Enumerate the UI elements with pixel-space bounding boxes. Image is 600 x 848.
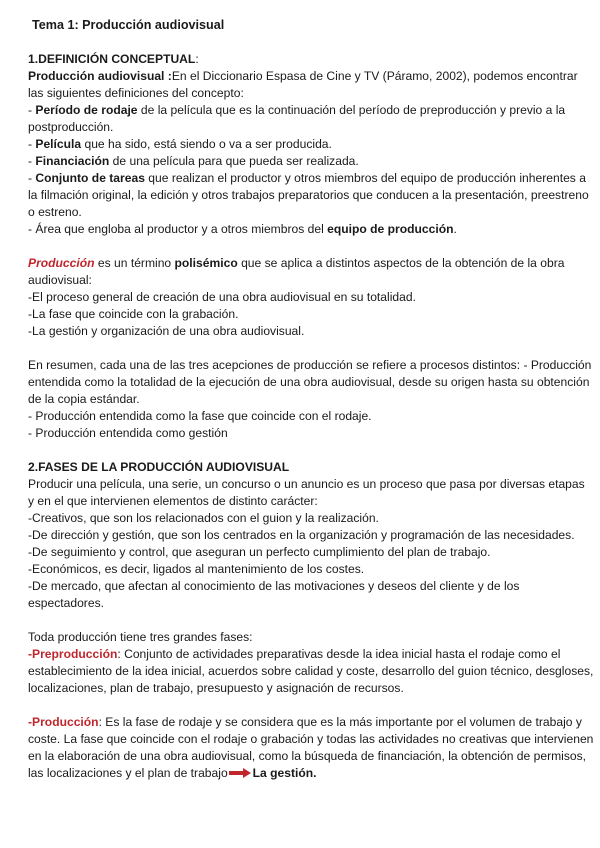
definition-dash: -: [28, 154, 36, 168]
list-item: -Creativos, que son los relacionados con el guion y la realización.: [28, 511, 379, 525]
definition-item-area: [28, 221, 594, 238]
list-item: - Producción entendida como la fase que coincide con el rodaje.: [28, 409, 372, 423]
list-item: -La gestión y organización de una obra audiovisual.: [28, 324, 305, 338]
definition-text: que realizan el productor y otros miembros del equipo de producción inherentes a la filmación original, la edición y otros trabajos preparatorios que conducen a la presentación, preestreno o estreno.: [28, 171, 589, 219]
document-page: [28, 17, 594, 782]
phase-text: : Es la fase de rodaje y se considera que es la más importante por el volumen de trabajo y coste. La fase que coincide con el rodaje o grabación y todas las actividades no creativas que intervienen en la elaboración de una obra audiovisual, como la búsqueda de financiación, la obtención de permisos, las localizaciones y el plan de trabajo: [28, 715, 594, 780]
section-1-heading-colon: :: [195, 52, 199, 66]
phase-produccion: [28, 714, 594, 782]
section-1-heading-text: 1.DEFINICIÓN CONCEPTUAL: [28, 52, 196, 66]
section-2-heading: 2.FASES DE LA PRODUCCIÓN AUDIOVISUAL: [28, 460, 290, 474]
list-item: -De dirección y gestión, que son los centrados en la organización y programación de las necesidades.: [28, 528, 575, 542]
spacer: [28, 442, 594, 459]
list-item: -De mercado, que afectan al conocimiento de las motivaciones y deseos del cliente y de los espectadores.: [28, 579, 520, 610]
definition-intro: [28, 68, 594, 102]
list-item: -De seguimiento y control, que aseguran un perfecto cumplimiento del plan de trabajo.: [28, 545, 491, 559]
spacer: [28, 697, 594, 714]
definition-intro-term: Producción audiovisual :: [28, 69, 172, 83]
definition-item-pelicula: [28, 136, 594, 153]
phases-intro-paragraph: Producir una película, una serie, un concurso o un anuncio es un proceso que pasa por diversas etapas y en el que intervienen elementos de distinto carácter:: [28, 477, 585, 508]
right-arrow-icon: [229, 768, 251, 778]
definition-item-rodaje: [28, 102, 594, 136]
definition-term: Financiación: [35, 154, 110, 168]
spacer: [28, 612, 594, 629]
phase-term: Producción: [32, 715, 99, 729]
polysemy-paragraph: [28, 255, 594, 289]
definition-text: que ha sido, está siendo o va a ser producida.: [81, 137, 332, 151]
definition-intro-text: En el Diccionario Espasa de Cine y TV (Páramo, 2002), podemos encontrar las siguientes definiciones del concepto:: [28, 69, 578, 100]
list-item: - Producción entendida como gestión: [28, 426, 228, 440]
definition-dash: -: [28, 171, 36, 185]
definition-end: .: [453, 222, 457, 236]
list-item: -La fase que coincide con la grabación.: [28, 307, 239, 321]
definition-item-tareas: [28, 170, 594, 221]
page-title: Tema 1: Producción audiovisual: [32, 18, 225, 32]
phase-text: : Conjunto de actividades preparativas desde la idea inicial hasta el rodaje como el establecimiento de la idea inicial, acuerdos sobre calidad y coste, desarrollo del guion técnico, desgloses, localizaciones, plan de trabajo, presupuesto y asignación de recursos.: [28, 647, 594, 695]
polysemy-term: Producción: [28, 256, 95, 270]
polysemy-text: es un término: [94, 256, 175, 270]
definition-term: Película: [35, 137, 82, 151]
phase-preproduccion: [28, 646, 594, 697]
definition-item-financiacion: [28, 153, 594, 170]
spacer: [28, 238, 594, 255]
phase-dash: -: [28, 715, 33, 729]
definition-text: de la película que es la continuación del período de preproducción y previo a la postproducción.: [28, 103, 566, 134]
definition-term: equipo de producción: [327, 222, 454, 236]
phase-term: Preproducción: [32, 647, 118, 661]
definition-text: de una película para que pueda ser realizada.: [109, 154, 359, 168]
summary-paragraph: En resumen, cada una de las tres acepciones de producción se refiere a procesos distintos: - Producción entendida como la totalidad de la ejecución de una obra audiovisual, desde su origen hasta su obtención de la copia estándar.: [28, 358, 592, 406]
polysemy-text: que se aplica a distintos aspectos de la obtención de la obra audiovisual:: [28, 256, 565, 287]
definition-term: Período de rodaje: [35, 103, 138, 117]
definition-text: - Área que engloba al productor y a otros miembros del: [28, 222, 328, 236]
definition-dash: -: [28, 103, 36, 117]
phases-count: Toda producción tiene tres grandes fases:: [28, 630, 253, 644]
phase-result: La gestión.: [252, 766, 317, 780]
definition-term: Conjunto de tareas: [35, 171, 145, 185]
definition-dash: -: [28, 137, 36, 151]
phase-dash: -: [28, 647, 33, 661]
spacer: [28, 340, 594, 357]
list-item: -Económicos, es decir, ligados al mantenimiento de los costes.: [28, 562, 365, 576]
polysemy-keyword: polisémico: [174, 256, 238, 270]
section-1-heading: [28, 51, 594, 68]
list-item: -El proceso general de creación de una obra audiovisual en su totalidad.: [28, 290, 416, 304]
